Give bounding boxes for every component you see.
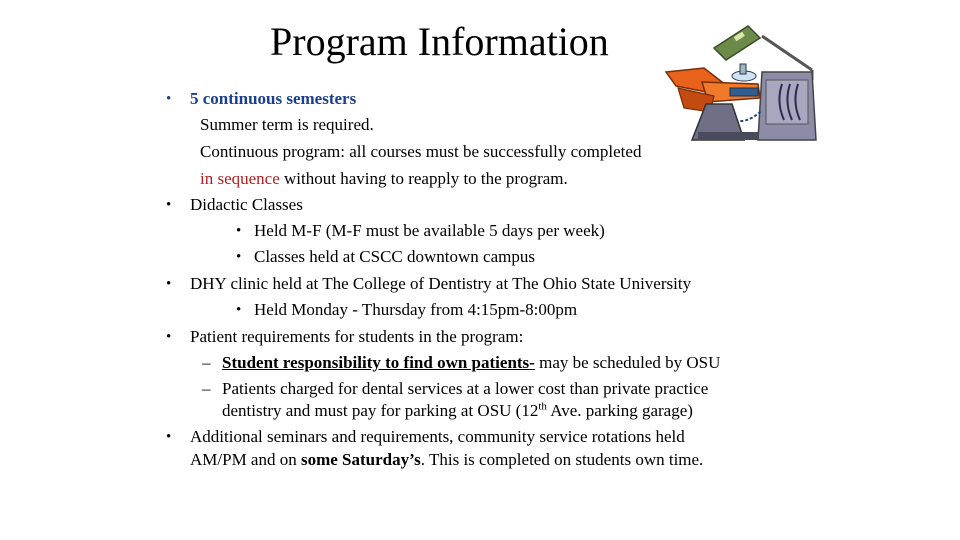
bullet-additional-seminars: Additional seminars and requirements, community service rotations held bbox=[190, 427, 685, 446]
sub-bullet-marker: • bbox=[236, 223, 242, 239]
bullet-marker: • bbox=[166, 197, 172, 213]
saturday-emphasis: some Saturday’s bbox=[300, 450, 421, 469]
saturday-note bbox=[190, 449, 703, 471]
summer-term-note: Summer term is required. bbox=[200, 115, 374, 134]
held-m-f-note: Held M-F (M-F must be available 5 days per week) bbox=[254, 221, 605, 240]
sequence-note-rest: without having to reapply to the program. bbox=[279, 169, 568, 188]
saturday-note-a: AM/PM and on bbox=[190, 450, 301, 469]
page-title: Program Information bbox=[270, 19, 609, 64]
cscc-campus-note: Classes held at CSCC downtown campus bbox=[254, 247, 535, 266]
bullet-patient-requirements: Patient requirements for students in the program: bbox=[190, 327, 524, 346]
saturday-note-b: . This is completed on students own time. bbox=[420, 450, 704, 469]
sequence-note bbox=[200, 168, 568, 190]
continuous-program-note: Continuous program: all courses must be successfully completed bbox=[200, 142, 642, 161]
ordinal-suffix: th bbox=[538, 400, 547, 413]
bullet-marker: • bbox=[166, 429, 172, 445]
dash-marker: – bbox=[202, 353, 211, 372]
bullet-marker: • bbox=[166, 276, 172, 292]
patient-responsibility-rest: may be scheduled by OSU bbox=[534, 353, 721, 372]
patient-responsibility-note bbox=[222, 352, 720, 374]
parking-note-b: Ave. parking garage) bbox=[546, 401, 693, 420]
sub-bullet-marker: • bbox=[236, 249, 242, 265]
bullet-marker: • bbox=[166, 329, 172, 345]
bullet-marker: • bbox=[166, 91, 172, 107]
parking-note-a: dentistry and must pay for parking at OSU (12 bbox=[222, 401, 539, 420]
parking-note bbox=[222, 400, 693, 422]
bullet-didactic-classes: Didactic Classes bbox=[190, 195, 303, 214]
patient-cost-note: Patients charged for dental services at a lower cost than private practice bbox=[222, 379, 709, 398]
clinic-hours-note: Held Monday - Thursday from 4:15pm-8:00pm bbox=[254, 300, 578, 319]
bullet-dhy-clinic: DHY clinic held at The College of Dentistry at The Ohio State University bbox=[190, 274, 692, 293]
patient-responsibility-emphasis: Student responsibility to find own patients- bbox=[222, 353, 535, 372]
in-sequence-highlight: in sequence bbox=[200, 169, 280, 188]
bullet-continuous-semesters: 5 continuous semesters bbox=[190, 89, 357, 108]
sub-bullet-marker: • bbox=[236, 302, 242, 318]
dash-marker: – bbox=[202, 379, 211, 398]
